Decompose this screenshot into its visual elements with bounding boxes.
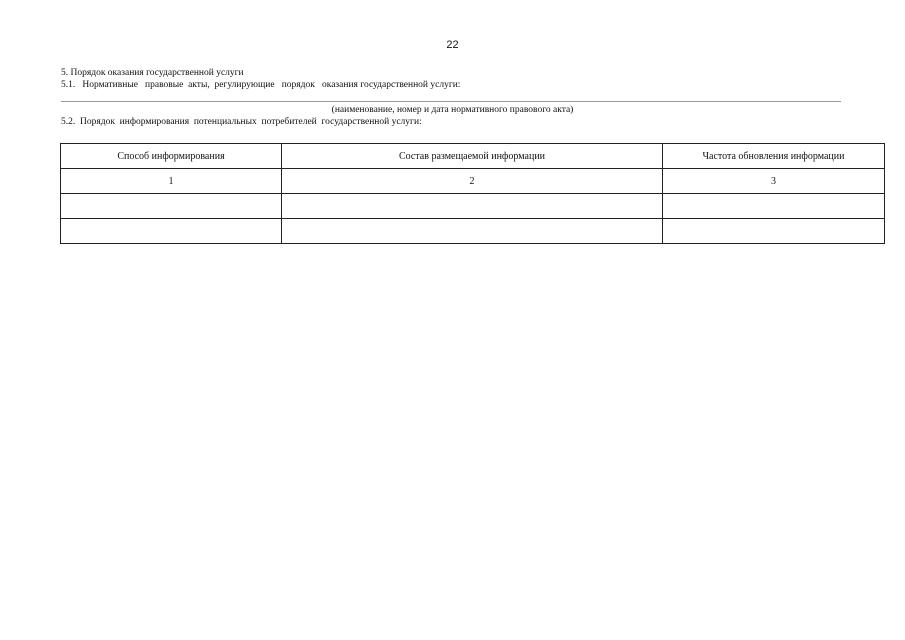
column-number: 1: [61, 169, 282, 194]
header-method: Способ информирования: [61, 144, 282, 169]
item-5-2-text: 5.2. Порядок информирования потенциальных потребителей государственной услуги:: [61, 117, 422, 127]
column-number-row: [61, 169, 885, 194]
section-5-heading: 5. Порядок оказания государственной услуги: [61, 68, 244, 78]
table-cell: [282, 194, 663, 219]
table-row: [61, 219, 885, 244]
table-cell: [663, 194, 885, 219]
column-number: 2: [282, 169, 663, 194]
table-row: [61, 194, 885, 219]
item-5-1-caption: (наименование, номер и дата нормативного правового акта): [331, 105, 574, 115]
column-number: 3: [663, 169, 885, 194]
table-cell: [663, 219, 885, 244]
item-5-1-fill-line: [61, 101, 841, 102]
information-table: [60, 143, 885, 244]
table-cell: [61, 194, 282, 219]
table-cell: [282, 219, 663, 244]
table-cell: [61, 219, 282, 244]
header-frequency: Частота обновления информации: [663, 144, 885, 169]
item-5-1-text: 5.1. Нормативные правовые акты, регулирующие порядок оказания государственной услуги:: [61, 80, 461, 90]
header-content: Состав размещаемой информации: [282, 144, 663, 169]
table-header-row: [61, 144, 885, 169]
page-number: 22: [446, 39, 459, 51]
